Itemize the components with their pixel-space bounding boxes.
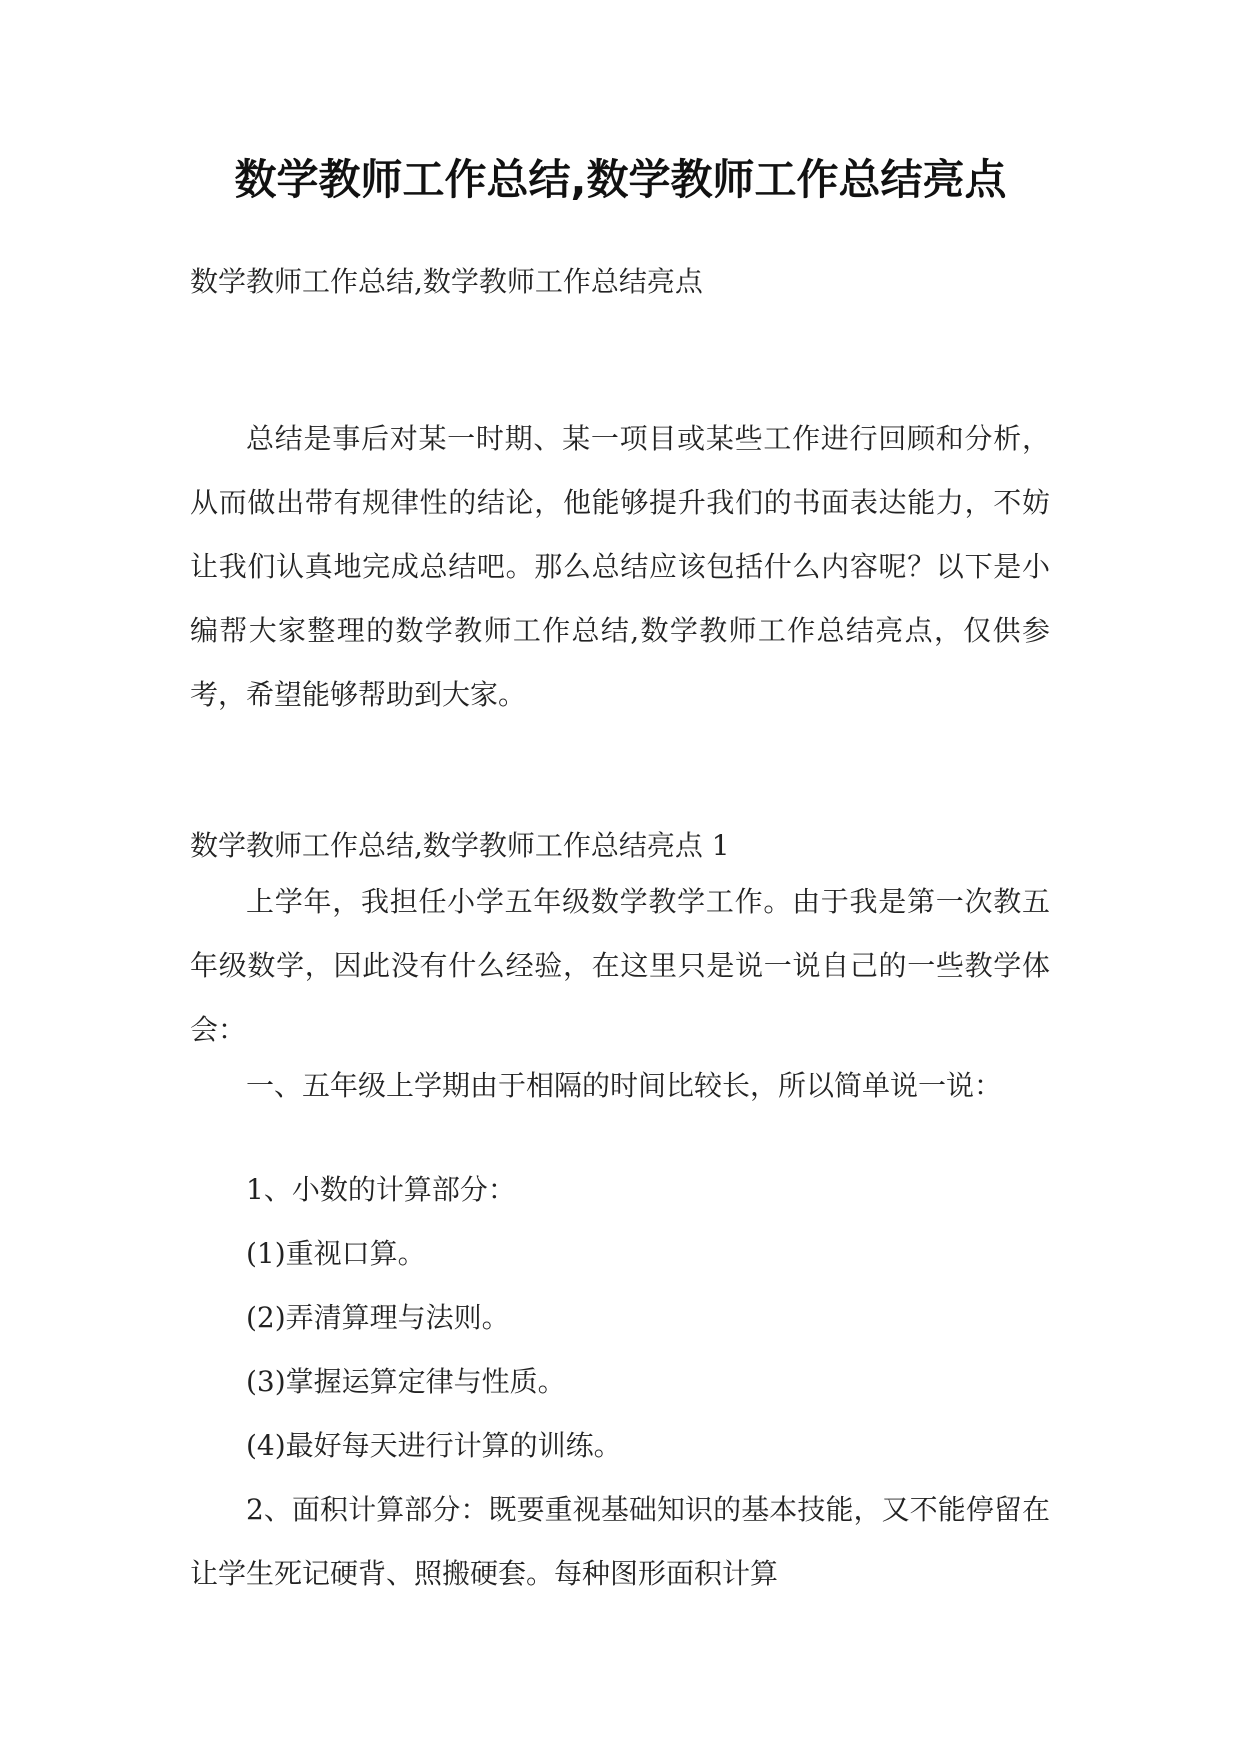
list-item: (3)掌握运算定律与性质。 (246, 1365, 566, 1398)
list-item: (1)重视口算。 (246, 1237, 426, 1270)
document-title: 数学教师工作总结,数学教师工作总结亮点 (234, 155, 1007, 204)
document-subtitle: 数学教师工作总结,数学教师工作总结亮点 (190, 265, 703, 298)
list-item: (4)最好每天进行计算的训练。 (246, 1429, 622, 1462)
list-item: 1、小数的计算部分： (246, 1173, 516, 1206)
body-paragraph: 一、五年级上学期由于相隔的时间比较长，所以简单说一说： (246, 1069, 1003, 1102)
body-paragraph: 上学年，我担任小学五年级数学教学工作。由于我是第一次教五年级数学，因此没有什么经验，在这里只是说一说自己的一些教学体会： (190, 885, 1050, 1046)
body-paragraph: 2、面积计算部分：既要重视基础知识的基本技能，又不能停留在让学生死记硬背、照搬硬套。每种图形面积计算 (190, 1493, 1050, 1590)
intro-paragraph: 总结是事后对某一时期、某一项目或某些工作进行回顾和分析，从而做出带有规律性的结论，他能够提升我们的书面表达能力，不妨让我们认真地完成总结吧。那么总结应该包括什么内容呢？以下是小编帮大家整理的数学教师工作总结,数学教师工作总结亮点，仅供参考，希望能够帮助到大家。 (190, 422, 1050, 711)
list-item: (2)弄清算理与法则。 (246, 1301, 510, 1334)
section-heading: 数学教师工作总结,数学教师工作总结亮点 1 (190, 829, 730, 862)
